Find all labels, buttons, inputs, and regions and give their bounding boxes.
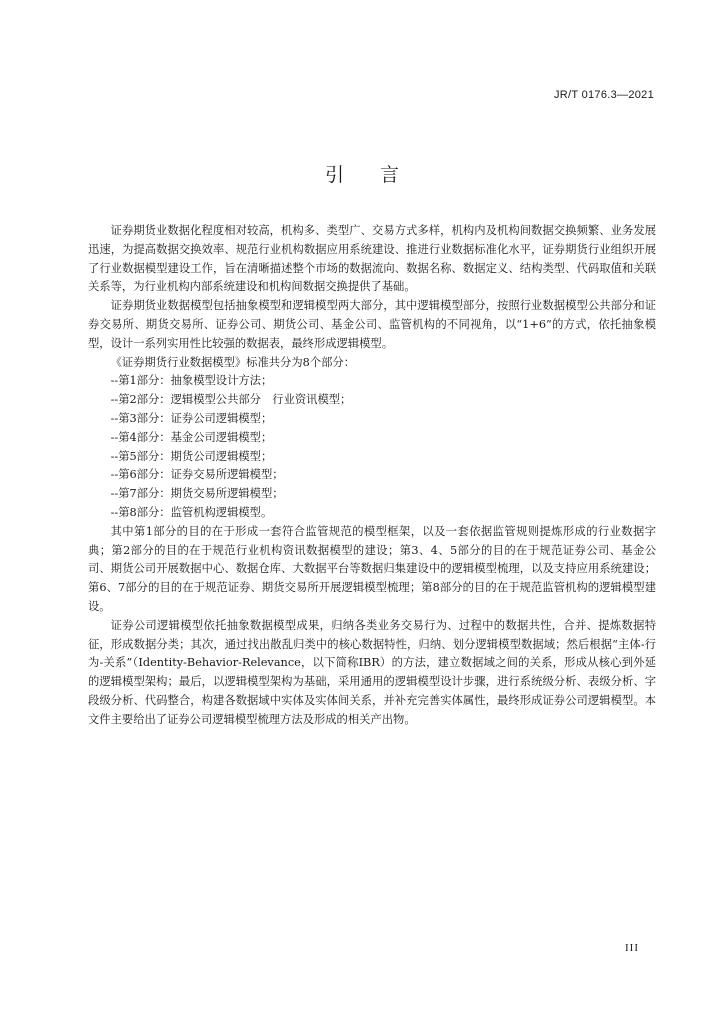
intro-paragraph-5: 证券公司逻辑模型依托抽象数据模型成果，归纳各类业务交易行为、过程中的数据共性，合并、提炼数据特征，形成数据分类；其次，通过找出散乱归类中的核心数据特性，归纳、划分逻辑模型数据域；然后根据“主体-行为-关系”（Identity-Behavior-Relevance，以下简称IBR）的方法，建立数据域之间的关系，形成从核心到外延的逻辑模型架构；最后，以逻辑模型架构为基础，采用通用的逻辑模型设计步骤，进行系统级分析、表级分析、字段级分析、代码整合，构建各数据域中实体及实体间关系，并补充完善实体属性，最终形成证券公司逻辑模型。本文件主要给出了证券公司逻辑模型梳理方法及形成的相关产出物。 — [88, 618, 656, 726]
parts-list-item: --第4部分：基金公司逻辑模型； — [110, 430, 273, 444]
standard-number: JR/T 0176.3—2021 — [554, 89, 654, 101]
intro-paragraph-1: 证券期货业数据化程度相对较高，机构多、类型广、交易方式多样，机构内及机构间数据交换频繁、业务发展迅速，为提高数据交换效率、规范行业机构数据应用系统建设、推进行业数据标准化水平，证券期货行业组织开展了行业数据模型建设工作，旨在清晰描述整个市场的数据流向、数据名称、数据定义、结构类型、代码取值和关联关系等，为行业机构内部系统建设和机构间数据交换提供了基础。 — [88, 224, 656, 294]
parts-list-item: --第2部分：逻辑模型公共部分 行业资讯模型； — [110, 393, 352, 407]
intro-paragraph-4: 其中第1部分的目的在于形成一套符合监管规范的模型框架，以及一套依据监管规则提炼形成的行业数据字典；第2部分的目的在于规范行业机构资讯数据模型的建设；第3、4、5部分的目的在于规范证券公司、基金公司、期货公司开展数据中心、数据仓库、大数据平台等数据归集建设中的逻辑模型梳理，以及支持应用系统建设；第6、7部分的目的在于规范证券、期货交易所开展逻辑模型梳理；第8部分的目的在于规范监管机构的逻辑模型建设。 — [88, 524, 656, 613]
parts-list-item: --第8部分：监管机构逻辑模型。 — [110, 505, 273, 519]
intro-paragraph-3: 《证券期货行业数据模型》标准共分为8个部分： — [110, 355, 356, 369]
page-number: III — [625, 942, 639, 954]
parts-list-item: --第7部分：期货交易所逻辑模型； — [110, 487, 284, 501]
document-body — [88, 222, 656, 730]
page-title: 引言 — [324, 164, 435, 186]
parts-list — [88, 372, 656, 522]
parts-list-item: --第6部分：证券交易所逻辑模型； — [110, 468, 284, 482]
intro-paragraph-2: 证券期货业数据模型包括抽象模型和逻辑模型两大部分，其中逻辑模型部分，按照行业数据模型公共部分和证券交易所、期货交易所、证券公司、期货公司、基金公司、监管机构的不同视角，以“1+6”的方式，依托抽象模型，设计一系列实用性比较强的数据表，最终形成逻辑模型。 — [88, 299, 656, 350]
parts-list-item: --第3部分：证券公司逻辑模型； — [110, 411, 273, 425]
parts-list-item: --第1部分：抽象模型设计方法； — [110, 374, 273, 388]
parts-list-item: --第5部分：期货公司逻辑模型； — [110, 449, 273, 463]
